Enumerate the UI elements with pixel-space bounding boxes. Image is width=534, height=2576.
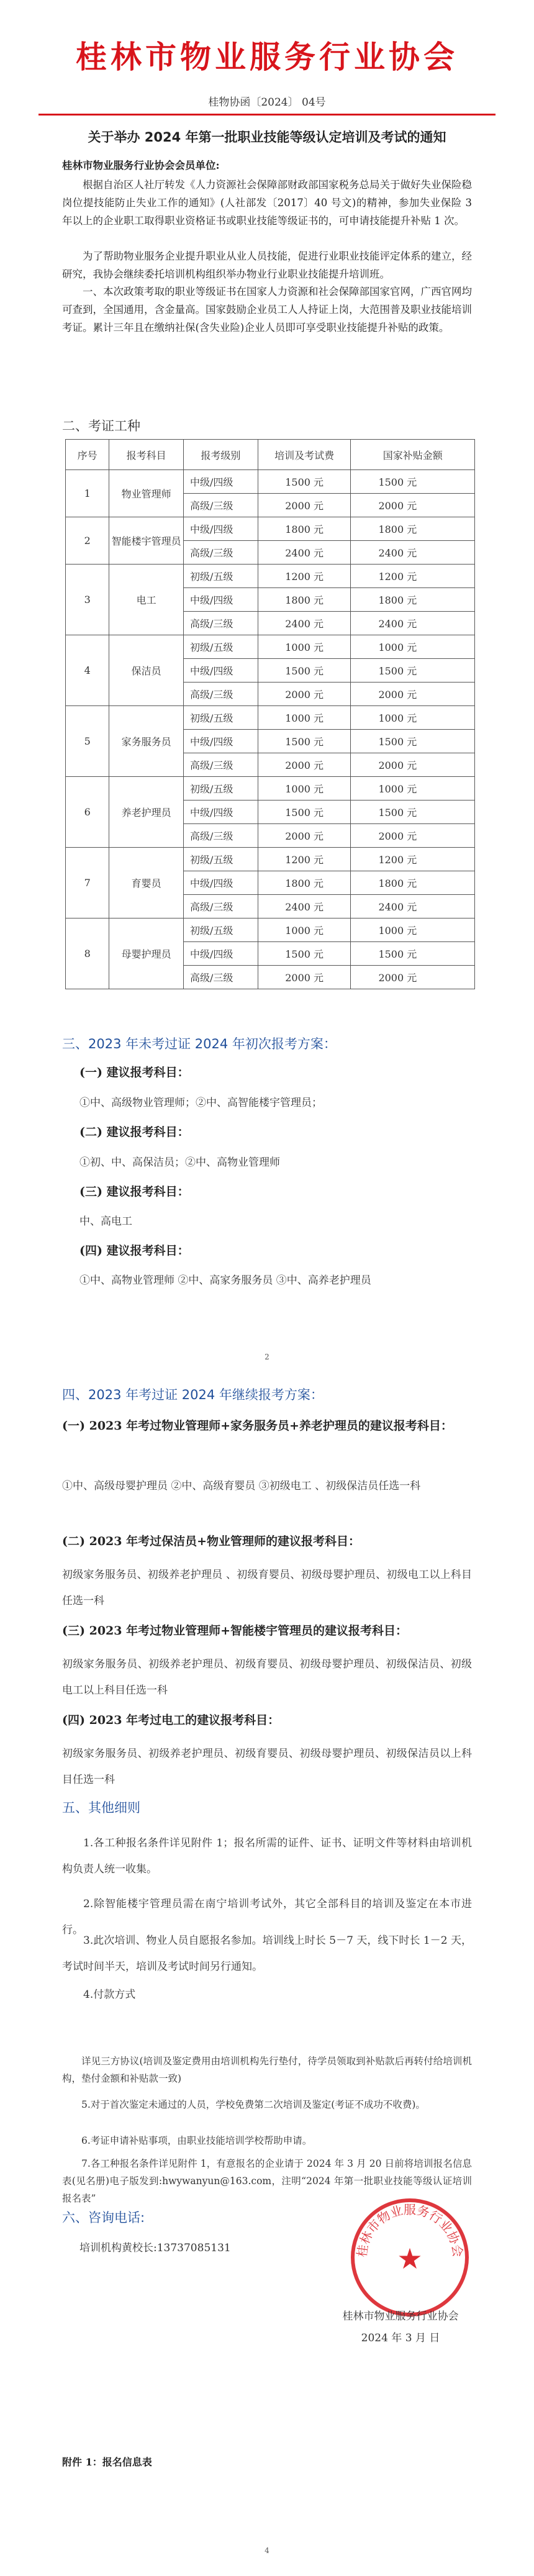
row-subject: 养老护理员 — [109, 777, 184, 848]
row-fee: 1800 元 — [258, 517, 351, 541]
row-fee: 2000 元 — [258, 753, 351, 777]
paragraph-1: 根据自治区人社厅转发《人力资源社会保障部财政部国家税务总局关于做好失业保险稳岗位提技能防止失业工作的通知》(人社部发〔2017〕40 号文)的精神，参加失业保险 3 年以上的企业职工取得职业资格证书或职业技能等级证书的，可申请技能提升补贴 1 次。 — [62, 179, 472, 227]
doc-title: 关于举办 2024 年第一批职业技能等级认定培训及考试的通知 — [88, 130, 446, 145]
row-subsidy: 1500 元 — [351, 659, 475, 683]
row-fee: 1000 元 — [258, 635, 351, 659]
row-fee: 1000 元 — [258, 706, 351, 730]
row-level: 高级/三级 — [183, 612, 258, 635]
row-level: 初级/五级 — [183, 777, 258, 800]
section-3-item-1-text: ①中、高级物业管理师；②中、高智能楼宇管理员； — [79, 1097, 322, 1109]
section-5-item-3: 3.此次培训、物业人员自愿报名参加。培训线上时长 5－7 天，线下时长 1－2 天，考试时间半天，培训及考试时间另行通知。 — [62, 1934, 472, 1973]
row-fee: 2400 元 — [258, 895, 351, 918]
row-level: 中级/四级 — [183, 517, 258, 541]
section-5-item-5: 5.对于首次鉴定未通过的人员，学校免费第二次培训及鉴定(考证不成功不收费)。 — [81, 2099, 425, 2110]
row-subsidy: 1200 元 — [351, 565, 475, 588]
row-subsidy: 2400 元 — [351, 895, 475, 918]
row-no: 4 — [66, 635, 109, 706]
org-title: 桂林市物业服务行业协会 — [76, 39, 458, 75]
row-fee: 1500 元 — [258, 470, 351, 494]
row-fee: 1500 元 — [258, 800, 351, 824]
row-subject: 电工 — [109, 565, 184, 635]
row-level: 中级/四级 — [183, 588, 258, 612]
section-3-heading: 三、2023 年未考过证 2024 年初次报考方案： — [62, 1036, 337, 1051]
row-fee: 2000 元 — [258, 824, 351, 848]
row-subsidy: 2000 元 — [351, 494, 475, 517]
col-header-no: 序号 — [66, 440, 109, 470]
row-subsidy: 1500 元 — [351, 942, 475, 966]
row-level: 中级/四级 — [183, 470, 258, 494]
section-6-heading: 六、咨询电话: — [62, 2210, 145, 2225]
signature-org: 桂林市物业服务行业协会 — [342, 2310, 459, 2323]
row-level: 中级/四级 — [183, 800, 258, 824]
row-fee: 1800 元 — [258, 871, 351, 895]
section-4-item-1-title: (一) 2023 年考过物业管理师+家务服务员+养老护理员的建议报考科目： — [62, 1419, 453, 1433]
section-4-item-4-title: (四) 2023 年考过电工的建议报考科目： — [62, 1713, 280, 1727]
row-subject: 保洁员 — [109, 635, 184, 706]
section-3-item-1-title: (一) 建议报考科目： — [79, 1066, 189, 1079]
row-level: 高级/三级 — [183, 541, 258, 565]
fee-table — [65, 439, 475, 989]
section-4-heading: 四、2023 年考过证 2024 年继续报考方案： — [62, 1387, 324, 1402]
section-4-item-2-text: 初级家务服务员、初级养老护理员 、初级育婴员、初级母婴护理员、初级电工以上科目任选一科 — [62, 1569, 472, 1607]
row-subsidy: 1000 元 — [351, 918, 475, 942]
row-subsidy: 2000 元 — [351, 683, 475, 706]
row-subsidy: 1000 元 — [351, 777, 475, 800]
page-number: 2 — [265, 1353, 269, 1361]
row-subsidy: 2000 元 — [351, 753, 475, 777]
section-3-item-2-title: (二) 建议报考科目： — [79, 1125, 189, 1139]
section-3-item-4-text: ①中、高物业管理师 ②中、高家务服务员 ③中、高养老护理员 — [79, 1274, 371, 1287]
table-row — [66, 777, 475, 800]
section-4-item-2-title: (二) 2023 年考过保洁员+物业管理师的建议报考科目： — [62, 1535, 361, 1548]
row-fee: 1200 元 — [258, 848, 351, 871]
doc-number: 桂物协函〔2024〕 04号 — [208, 96, 326, 109]
col-header-subsidy: 国家补贴金额 — [351, 440, 475, 470]
section-5-item-7: 7.各工种报名条件详见附件 1，有意报名的企业请于 2024 年 3 月 20 日前将培训报名信息表(见名册)电子版发到:hwywanyun@163.com，注明“2024 年第一批职业技能等级认证培训报名表” — [62, 2158, 472, 2204]
col-header-fee: 培训及考试费 — [258, 440, 351, 470]
row-fee: 1500 元 — [258, 659, 351, 683]
section-4-item-4-text: 初级家务服务员、初级养老护理员、初级育婴员、初级母婴护理员、初级保洁员以上科目任选一科 — [62, 1748, 472, 1786]
attachment-note: 附件 1：报名信息表 — [62, 2456, 152, 2468]
row-subject: 智能楼宇管理员 — [109, 517, 184, 565]
section-5-heading: 五、其他细则 — [62, 1800, 140, 1815]
section-3-item-3-title: (三) 建议报考科目： — [79, 1185, 189, 1199]
row-subsidy: 2000 元 — [351, 966, 475, 989]
row-fee: 1500 元 — [258, 942, 351, 966]
section-3-item-3-text: 中、高电工 — [79, 1215, 132, 1228]
row-subject: 母婴护理员 — [109, 918, 184, 989]
row-subsidy: 1800 元 — [351, 871, 475, 895]
salutation: 桂林市物业服务行业协会会员单位: — [62, 160, 220, 171]
row-subsidy: 1000 元 — [351, 635, 475, 659]
table-row — [66, 706, 475, 730]
row-subsidy: 1500 元 — [351, 730, 475, 753]
row-level: 中级/四级 — [183, 659, 258, 683]
table-row — [66, 517, 475, 541]
section-5-item-2: 2.除智能楼宇管理员需在南宁培训考试外，其它全部科目的培训及鉴定在本市进行。 — [62, 1898, 472, 1936]
row-subject: 育婴员 — [109, 848, 184, 918]
section-3-item-2-text: ①初、中、高保洁员；②中、高物业管理师 — [79, 1156, 280, 1169]
signature-date: 2024 年 3 月 日 — [361, 2332, 440, 2344]
row-subsidy: 1500 元 — [351, 470, 475, 494]
row-fee: 2000 元 — [258, 683, 351, 706]
row-fee: 1000 元 — [258, 918, 351, 942]
row-subject: 家务服务员 — [109, 706, 184, 777]
row-fee: 2000 元 — [258, 494, 351, 517]
row-no: 2 — [66, 517, 109, 565]
row-no: 8 — [66, 918, 109, 989]
row-fee: 2400 元 — [258, 612, 351, 635]
table-row — [66, 848, 475, 871]
row-no: 5 — [66, 706, 109, 777]
row-no: 1 — [66, 470, 109, 517]
row-level: 高级/三级 — [183, 895, 258, 918]
table-row — [66, 918, 475, 942]
row-level: 初级/五级 — [183, 848, 258, 871]
row-subsidy: 1000 元 — [351, 706, 475, 730]
row-level: 高级/三级 — [183, 494, 258, 517]
table-row — [66, 470, 475, 494]
fee-table-header — [66, 440, 475, 470]
row-level: 高级/三级 — [183, 683, 258, 706]
row-level: 高级/三级 — [183, 753, 258, 777]
row-subsidy: 1800 元 — [351, 588, 475, 612]
row-no: 6 — [66, 777, 109, 848]
row-level: 初级/五级 — [183, 635, 258, 659]
row-no: 3 — [66, 565, 109, 635]
page-number: 4 — [265, 2546, 269, 2555]
section-2-heading: 二、考证工种 — [62, 419, 140, 433]
row-fee: 2000 元 — [258, 966, 351, 989]
row-level: 初级/五级 — [183, 706, 258, 730]
paragraph-3: 一、本次政策考取的职业等级证书在国家人力资源和社会保障部国家官网，广西官网均可查到，全国通用，含金量高。国家鼓励企业员工人人持证上岗，大范围普及职业技能培训考证。累计三年且在缴纳社保(含失业险)企业人员即可享受职业技能提升补贴的政策。 — [62, 286, 472, 333]
row-level: 高级/三级 — [183, 966, 258, 989]
row-subsidy: 1200 元 — [351, 848, 475, 871]
section-5-item-4: 4.付款方式 — [83, 1989, 136, 2001]
official-seal — [348, 2195, 472, 2320]
paragraph-2: 为了帮助物业服务企业提升职业从业人员技能，促进行业职业技能评定体系的建立，经研究，我协会继续委托培训机构组织举办物业行业职业技能提升培训班。 — [62, 250, 472, 280]
section-5-item-6: 6.考证申请补贴事项，由职业技能培训学校帮助申请。 — [81, 2135, 312, 2146]
col-header-subject: 报考科目 — [109, 440, 184, 470]
row-fee: 2400 元 — [258, 541, 351, 565]
row-subject: 物业管理师 — [109, 470, 184, 517]
row-level: 高级/三级 — [183, 824, 258, 848]
row-subsidy: 2000 元 — [351, 824, 475, 848]
row-fee: 1200 元 — [258, 565, 351, 588]
row-level: 中级/四级 — [183, 871, 258, 895]
col-header-level: 报考级别 — [183, 440, 258, 470]
seal-arc-text: 桂林市物业服务行业协会 — [354, 2202, 466, 2258]
section-4-item-1-text: ①中、高级母婴护理员 ②中、高级育婴员 ③初级电工 、初级保洁员任选一科 — [62, 1480, 421, 1492]
row-fee: 1500 元 — [258, 730, 351, 753]
row-level: 初级/五级 — [183, 918, 258, 942]
row-no: 7 — [66, 848, 109, 918]
section-3-item-4-title: (四) 建议报考科目： — [79, 1244, 189, 1258]
row-subsidy: 1500 元 — [351, 800, 475, 824]
row-subsidy: 2400 元 — [351, 541, 475, 565]
row-subsidy: 1800 元 — [351, 517, 475, 541]
row-level: 初级/五级 — [183, 565, 258, 588]
contact-phone: 培训机构黄校长:13737085131 — [79, 2242, 231, 2254]
row-level: 中级/四级 — [183, 942, 258, 966]
section-5-item-1: 1.各工种报名条件详见附件 1；报名所需的证件、证书、证明文件等材料由培训机构负责人统一收集。 — [62, 1837, 472, 1875]
row-subsidy: 2400 元 — [351, 612, 475, 635]
section-4-item-3-title: (三) 2023 年考过物业管理师+智能楼宇管理员的建议报考科目： — [62, 1624, 408, 1638]
row-level: 中级/四级 — [183, 730, 258, 753]
row-fee: 1800 元 — [258, 588, 351, 612]
red-divider — [38, 114, 496, 116]
table-row — [66, 565, 475, 588]
row-fee: 1000 元 — [258, 777, 351, 800]
section-4-item-3-text: 初级家务服务员、初级养老护理员、初级育婴员、初级母婴护理员、初级保洁员、初级电工以上科目任选一科 — [62, 1658, 472, 1697]
table-row — [66, 635, 475, 659]
seal-star-icon: ★ — [397, 2242, 423, 2275]
section-5-item-4-detail: 详见三方协议(培训及鉴定费用由培训机构先行垫付，待学员领取到补贴款后再转付给培训机构，垫付金额和补贴款一致) — [62, 2056, 472, 2084]
